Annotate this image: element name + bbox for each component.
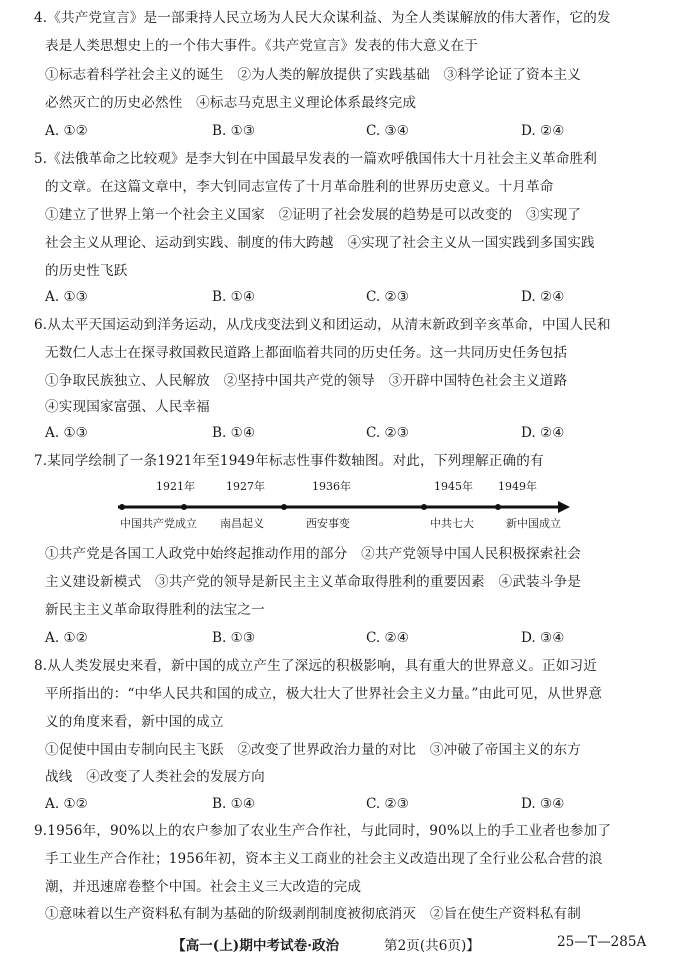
timeline-event-1936: 西安事变 (306, 517, 350, 530)
timeline-year-1927: 1927年 (226, 480, 265, 493)
q8-stem-line1: 8.从人类发展史来看，新中国的成立产生了深远的积极影响，具有重大的世界意义。正如习近 (34, 658, 598, 674)
page-footer (0, 934, 677, 954)
timeline-dot-1949 (495, 504, 501, 510)
q9-stem-line1: 9.1956年，90%以上的农户参加了农业生产合作社，与此同时，90%以上的手工业者也参加了 (34, 823, 612, 839)
q6-item-line2: ④实现国家富强、人民幸福 (45, 399, 210, 415)
q5-item-line3: 的历史性飞跃 (45, 263, 128, 279)
q7-option-d[interactable]: D. ③④ (521, 630, 565, 646)
q5-option-b[interactable]: B. ①④ (212, 289, 256, 305)
q5-item-line1: ①建立了世界上第一个社会主义国家 ②证明了社会发展的趋势是可以改变的 ③实现了 (45, 207, 582, 223)
q7-option-c[interactable]: C. ②④ (366, 630, 409, 646)
q8-item-line1: ①促使中国由专制向民主飞跃 ②改变了世界政治力量的对比 ③冲破了帝国主义的东方 (45, 742, 582, 758)
footer-page-number: 第2页(共6页)】 (384, 938, 480, 954)
q6-options (45, 424, 645, 442)
q7-item-line2: 主义建设新模式 ③共产党的领导是新民主主义革命取得胜利的重要因素 ④武装斗争是 (45, 574, 582, 590)
footer-exam-title: 【高一(上)期中考试卷·政治 (172, 938, 340, 954)
q9-stem-line2: 手工业生产合作社；1956年初，资本主义工商业的社会主义改造出现了全行业公私合营的浪 (45, 851, 603, 867)
timeline-dot-1921 (119, 504, 125, 510)
q8-item-line2: 战线 ④改变了人类社会的发展方向 (45, 769, 265, 785)
footer-exam-code: 25—T—285A (557, 934, 647, 950)
timeline-dot-1927 (181, 504, 187, 510)
q5-stem-line2: 的文章。在这篇文章中，李大钊同志宣传了十月革命胜利的世界历史意义。十月革命 (45, 179, 554, 195)
q4-stem-line2: 表是人类思想史上的一个伟大事件。《共产党宣言》发表的伟大意义在于 (45, 38, 478, 54)
q4-option-d[interactable]: D. ②④ (521, 123, 565, 139)
q4-options (45, 122, 645, 140)
q7-option-b[interactable]: B. ①③ (212, 630, 256, 646)
timeline-event-1927: 南昌起义 (220, 517, 264, 530)
q5-options (45, 288, 645, 306)
q5-option-c[interactable]: C. ②③ (366, 289, 409, 305)
q5-option-d[interactable]: D. ②④ (521, 289, 565, 305)
q7-item-line3: 新民主主义革命取得胜利的法宝之一 (45, 602, 265, 618)
timeline-event-1945: 中共七大 (430, 517, 474, 530)
q4-item-line1: ①标志着科学社会主义的诞生 ②为人类的解放提供了实践基础 ③科学论证了资本主义 (45, 67, 582, 83)
q8-option-c[interactable]: C. ②③ (366, 796, 409, 812)
q5-stem-line1: 5.《法俄革命之比较观》是李大钊在中国最早发表的一篇欢呼俄国伟大十月社会主义革命胜利 (34, 151, 598, 167)
timeline-event-1921: 中国共产党成立 (120, 517, 197, 530)
q4-item-line2: 必然灭亡的历史必然性 ④标志马克思主义理论体系最终完成 (45, 95, 417, 111)
q8-option-d[interactable]: D. ③④ (521, 796, 565, 812)
q5-option-a[interactable]: A. ①③ (45, 289, 88, 305)
timeline-diagram (118, 480, 578, 530)
q6-option-b[interactable]: B. ①④ (212, 425, 256, 441)
q8-options (45, 795, 645, 813)
q6-stem-line1: 6.从太平天国运动到洋务运动，从戊戌变法到义和团运动，从清末新政到辛亥革命，中国人民和 (34, 317, 611, 333)
q8-option-a[interactable]: A. ①② (45, 796, 88, 812)
q6-option-a[interactable]: A. ①③ (45, 425, 88, 441)
timeline-year-1949: 1949年 (498, 480, 537, 493)
q8-stem-line2: 平所指出的：“中华人民共和国的成立，极大壮大了世界社会主义力量。”由此可见，从世界意 (45, 686, 603, 702)
q4-option-c[interactable]: C. ③④ (366, 123, 409, 139)
q9-stem-line3: 潮，并迅速席卷整个中国。社会主义三大改造的完成 (45, 879, 362, 895)
q8-stem-line3: 义的角度来看，新中国的成立 (45, 714, 224, 730)
q4-stem-line1: 4.《共产党宣言》是一部秉持人民立场为人民大众谋利益、为全人类谋解放的伟大著作，它的发 (34, 10, 611, 26)
q4-option-a[interactable]: A. ①② (45, 123, 88, 139)
q7-option-a[interactable]: A. ①② (45, 630, 88, 646)
q4-option-b[interactable]: B. ①③ (212, 123, 256, 139)
timeline-event-1949: 新中国成立 (506, 517, 561, 530)
q6-option-d[interactable]: D. ②④ (521, 425, 565, 441)
q6-stem-line2: 无数仁人志士在探寻救国救民道路上都面临着共同的历史任务。这一共同历史任务包括 (45, 345, 568, 361)
timeline-year-1921: 1921年 (156, 480, 195, 493)
q9-item-line1: ①意味着以生产资料私有制为基础的阶级剥削制度被彻底消灭 ②旨在使生产资料私有制 (45, 906, 582, 922)
timeline-dot-1945 (421, 504, 427, 510)
q7-stem-line1: 7.某同学绘制了一条1921年至1949年标志性事件数轴图。对此，下列理解正确的有 (34, 453, 544, 469)
q7-item-line1: ①共产党是各国工人政党中始终起推动作用的部分 ②共产党领导中国人民积极探索社会 (45, 546, 582, 562)
timeline-arrow (558, 501, 570, 513)
timeline-year-1945: 1945年 (434, 480, 473, 493)
q7-options (45, 629, 645, 647)
q6-option-c[interactable]: C. ②③ (366, 425, 409, 441)
q5-item-line2: 社会主义从理论、运动到实践、制度的伟大跨越 ④实现了社会主义从一国实践到多国实践 (45, 235, 595, 251)
timeline-dot-1936 (281, 504, 287, 510)
q8-option-b[interactable]: B. ①④ (212, 796, 256, 812)
q6-item-line1: ①争取民族独立、人民解放 ②坚持中国共产党的领导 ③开辟中国特色社会主义道路 (45, 373, 568, 389)
timeline-year-1936: 1936年 (312, 480, 351, 493)
